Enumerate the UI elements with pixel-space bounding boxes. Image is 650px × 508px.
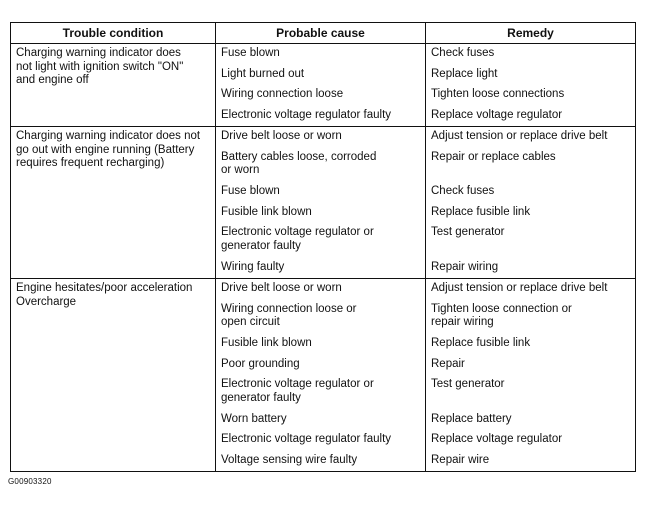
- table-row: [216, 44, 635, 65]
- remedy: Replace voltage regulator: [431, 433, 563, 445]
- probable-cause: Wiring connection loose: [216, 85, 426, 106]
- table-row: [216, 203, 635, 224]
- remedy: Test generator: [431, 378, 505, 390]
- table-row: [216, 375, 635, 410]
- trouble-condition: Charging warning indicator does not light with ignition switch "ON" and engine off: [11, 44, 216, 126]
- probable-cause: Poor grounding: [216, 355, 426, 376]
- figure-id: G00903320: [8, 477, 52, 486]
- table-row: [216, 355, 635, 376]
- remedy: Replace voltage regulator: [431, 108, 563, 121]
- probable-cause: Fuse blown: [216, 44, 426, 65]
- remedy: Test generator: [431, 226, 505, 238]
- table-header: [11, 23, 635, 44]
- probable-cause: Electronic voltage regulator faulty: [216, 430, 426, 451]
- probable-cause: Fusible link blown: [216, 203, 426, 224]
- remedy: Replace battery: [431, 412, 512, 425]
- probable-cause: Electronic voltage regulator faulty: [216, 106, 426, 127]
- probable-cause: Wiring connection loose or open circuit: [216, 300, 426, 335]
- table-row: [216, 106, 635, 127]
- remedy: Check fuses: [431, 185, 495, 197]
- remedy: Repair or replace cables: [431, 150, 556, 163]
- probable-cause: Drive belt loose or worn: [216, 127, 426, 148]
- table-row: [216, 279, 635, 300]
- probable-cause: Fuse blown: [216, 182, 426, 203]
- probable-cause: Worn battery: [216, 410, 426, 431]
- probable-cause: Drive belt loose or worn: [216, 279, 426, 300]
- probable-cause: Electronic voltage regulator or generator faulty: [216, 223, 426, 258]
- table-row: [216, 258, 635, 279]
- remedy: Repair wiring: [431, 260, 499, 273]
- probable-cause: Battery cables loose, corroded or worn: [216, 148, 426, 183]
- table-row: [216, 430, 635, 451]
- remedy: Replace light: [431, 67, 498, 80]
- remedy: Tighten loose connection or repair wiring: [431, 302, 572, 328]
- table-row: [216, 65, 635, 86]
- remedy: Adjust tension or replace drive belt: [431, 130, 608, 142]
- table-section: [11, 279, 635, 471]
- table-row: [216, 182, 635, 203]
- table-section: [11, 127, 635, 279]
- probable-cause: Voltage sensing wire faulty: [216, 451, 426, 472]
- probable-cause: Wiring faulty: [216, 258, 426, 279]
- trouble-condition: Charging warning indicator does not go out with engine running (Battery requires frequent recharging): [11, 127, 216, 278]
- remedy: Replace fusible link: [431, 337, 531, 349]
- remedy: Replace fusible link: [431, 205, 531, 218]
- trouble-condition: Engine hesitates/poor acceleration Overcharge: [11, 279, 216, 471]
- table-row: [216, 451, 635, 472]
- probable-cause: Fusible link blown: [216, 334, 426, 355]
- remedy: Repair: [431, 357, 465, 370]
- table-row: [216, 300, 635, 335]
- table-section: [11, 44, 635, 127]
- header-trouble-condition: Trouble condition: [11, 23, 216, 43]
- probable-cause: Light burned out: [216, 65, 426, 86]
- remedy: Tighten loose connections: [431, 88, 565, 100]
- table-row: [216, 127, 635, 148]
- remedy: Repair wire: [431, 453, 490, 466]
- remedy: Check fuses: [431, 47, 495, 59]
- table-row: [216, 85, 635, 106]
- remedy: Adjust tension or replace drive belt: [431, 282, 608, 294]
- table-row: [216, 410, 635, 431]
- table-row: [216, 334, 635, 355]
- table-row: [216, 223, 635, 258]
- table-row: [216, 148, 635, 183]
- header-probable-cause: Probable cause: [216, 23, 426, 43]
- troubleshooting-table: [10, 22, 636, 472]
- header-remedy: Remedy: [507, 26, 554, 40]
- probable-cause: Electronic voltage regulator or generator faulty: [216, 375, 426, 410]
